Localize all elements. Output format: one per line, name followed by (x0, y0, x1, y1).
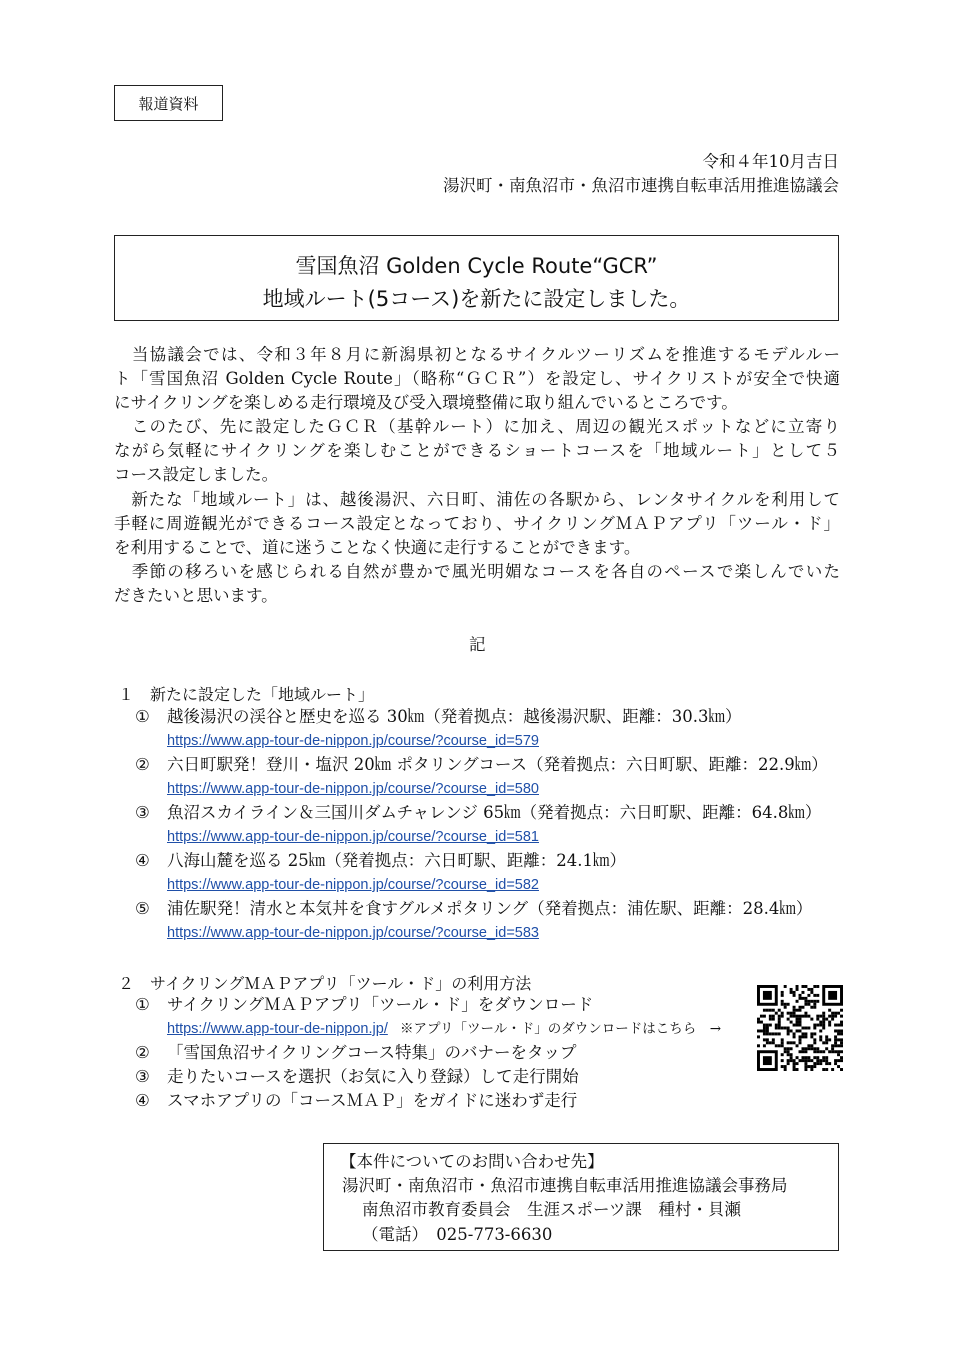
app-download-link[interactable]: https://www.app-tour-de-nippon.jp/ (167, 1021, 388, 1037)
title-line-2: 地域ルート(5コース)を新たに設定しました。 (262, 287, 691, 311)
course-title: 魚沼スカイライン＆三国川ダムチャレンジ 65㎞（発着拠点：六日町駅、距離：64.8㎞） (167, 803, 822, 822)
course-title: 八海山麓を巡る 25㎞（発着拠点：六日町駅、距離：24.1㎞） (167, 851, 626, 870)
body-line: を利用することで、道に迷うことなく快適に走行することができます。 (114, 538, 641, 557)
contact-heading: 【本件についてのお問い合わせ先】 (340, 1152, 604, 1171)
course-title: 浦佐駅発！清水と本気丼を食すグルメポタリング（発着拠点：浦佐駅、距離：28.4㎞） (167, 899, 813, 918)
section2-heading: ２ サイクリングＭＡＰアプリ「ツール・ド」の利用方法 (118, 974, 532, 993)
title-line-1: 雪国魚沼 Golden Cycle Route“GCR” (295, 254, 658, 278)
qr-code-icon[interactable] (757, 985, 843, 1071)
body-line: だきたいと思います。 (114, 586, 278, 605)
course-link[interactable]: https://www.app-tour-de-nippon.jp/course/?course_id=583 (167, 925, 539, 941)
contact-dept: 南魚沼市教育委員会 生涯スポーツ課 種村・貝瀬 (362, 1200, 741, 1219)
contact-org: 湯沢町・南魚沼市・魚沼市連携自転車活用推進協議会事務局 (342, 1176, 788, 1195)
course-number: ② (135, 755, 150, 774)
body-line: 当協議会では、令和３年８月に新潟県初となるサイクルツーリズムを推進するモデルルー (114, 345, 840, 364)
step-number: ④ (135, 1091, 150, 1110)
course-number: ④ (135, 851, 150, 870)
step-text: サイクリングＭＡＰアプリ「ツール・ド」をダウンロード (167, 995, 594, 1014)
step-number: ③ (135, 1067, 150, 1086)
press-release-label: 報道資料 (138, 95, 199, 113)
body-line: このたび、先に設定したＧＣＲ（基幹ルート）に加え、周辺の観光スポットなどに立寄り (114, 417, 840, 436)
course-title: 越後湯沢の渓谷と歴史を巡る 30㎞（発着拠点：越後湯沢駅、距離：30.3㎞） (167, 707, 742, 726)
section1-heading: １ 新たに設定した「地域ルート」 (118, 685, 375, 704)
step-text: スマホアプリの「コースＭＡＰ」をガイドに迷わず走行 (167, 1091, 578, 1110)
body-line: 手軽に周遊観光ができるコース設定となっており、サイクリングＭＡＰアプリ「ツール・ド」 (114, 514, 840, 533)
course-title: 六日町駅発！登川・塩沢 20㎞ ポタリングコース（発着拠点：六日町駅、距離：22.9㎞） (167, 755, 828, 774)
body-line: 新たな「地域ルート」は、越後湯沢、六日町、浦佐の各駅から、レンタサイクルを利用して (114, 490, 840, 509)
course-number: ⑤ (135, 899, 150, 918)
course-link[interactable]: https://www.app-tour-de-nippon.jp/course/?course_id=579 (167, 733, 539, 749)
course-link[interactable]: https://www.app-tour-de-nippon.jp/course/?course_id=582 (167, 877, 539, 893)
body-line: ながら気軽にサイクリングを楽しむことができるショートコースを「地域ルート」として５ (114, 441, 840, 460)
step-text: 走りたいコースを選択（お気に入り登録）して走行開始 (167, 1067, 579, 1086)
step-number: ① (135, 995, 150, 1014)
step-text: 「雪国魚沼サイクリングコース特集」のバナーをタップ (167, 1043, 577, 1062)
contact-phone: （電話） 025-773-6630 (362, 1225, 553, 1244)
download-note: ※アプリ「ツール・ド」のダウンロードはこちら → (400, 1021, 722, 1037)
organization: 湯沢町・南魚沼市・魚沼市連携自転車活用推進協議会 (443, 176, 839, 195)
date: 令和４年10月吉日 (702, 152, 839, 171)
body-line: にサイクリングを楽しめる走行環境及び受入環境整備に取り組んでいるところです。 (114, 393, 738, 412)
body-line: 季節の移ろいを感じられる自然が豊かで風光明媚なコースを各自のペースで楽しんでいた (114, 562, 840, 581)
ki-heading: 記 (469, 635, 486, 654)
body-line: コース設定しました。 (114, 465, 279, 484)
course-link[interactable]: https://www.app-tour-de-nippon.jp/course/?course_id=581 (167, 829, 539, 845)
body-line: ト「雪国魚沼 Golden Cycle Route」（略称“ＧＣＲ”）を設定し、サイクリストが安全で快適 (114, 369, 840, 388)
course-number: ① (135, 707, 150, 726)
step-number: ② (135, 1043, 150, 1062)
course-link[interactable]: https://www.app-tour-de-nippon.jp/course/?course_id=580 (167, 781, 539, 797)
course-number: ③ (135, 803, 150, 822)
